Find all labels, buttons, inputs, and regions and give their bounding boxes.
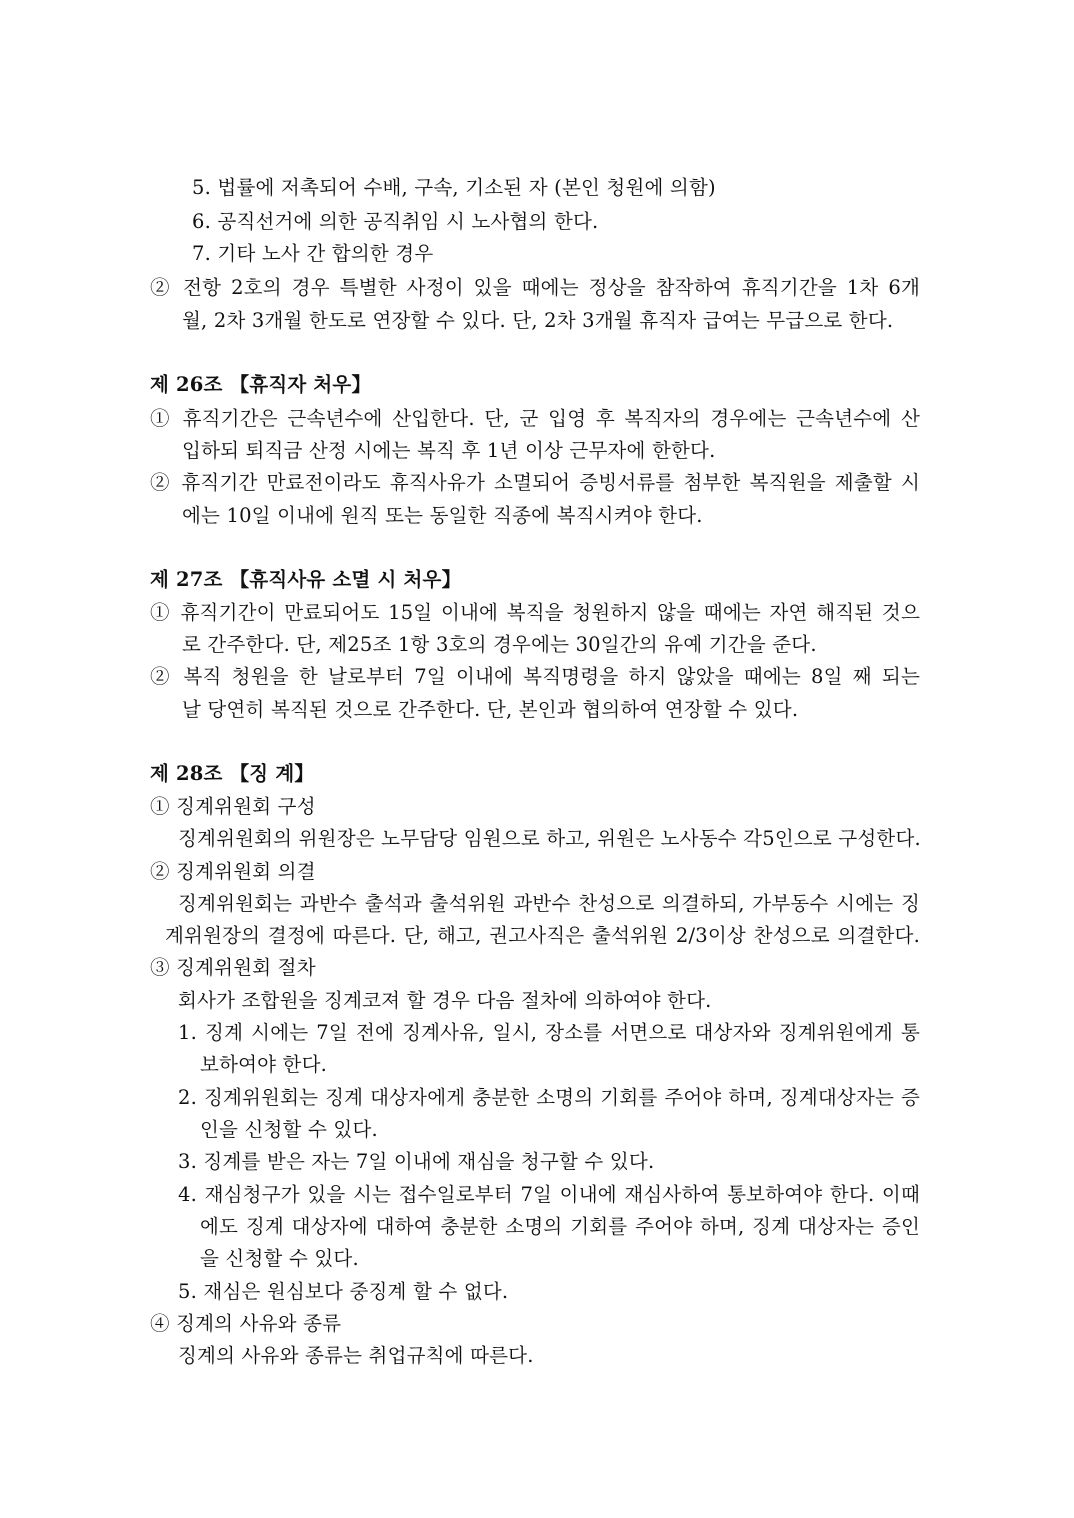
art28-section-2-title: ② 징계위원회 의결 bbox=[150, 860, 316, 883]
art27-paragraph-1-line-2: 로 간주한다. 단, 제25조 1항 3호의 경우에는 30일간의 유예 기간을 준다. bbox=[182, 633, 817, 656]
art28-section-2-line-2: 계위원장의 결정에 따른다. 단, 해고, 권고사직은 출석위원 2/3이상 찬성으로 의결한다. bbox=[165, 924, 920, 947]
list-item-5: 5. 법률에 저촉되어 수배, 구속, 기소된 자 (본인 청원에 의함) bbox=[192, 176, 716, 199]
art26-paragraph-1-line-2: 입하되 퇴직금 산정 시에는 복직 후 1년 이상 근무자에 한한다. bbox=[182, 439, 716, 462]
art26-paragraph-2-line-1: ② 휴직기간 만료전이라도 휴직사유가 소멸되어 증빙서류를 첨부한 복직원을 제출할 시 bbox=[150, 471, 920, 494]
art28-section-2-line-1: 징계위원회는 과반수 출석과 출석위원 과반수 찬성으로 의결하되, 가부동수 시에는 징 bbox=[178, 892, 920, 915]
list-item-7: 7. 기타 노사 간 합의한 경우 bbox=[192, 242, 434, 265]
procedure-item-5: 5. 재심은 원심보다 중징계 할 수 없다. bbox=[178, 1280, 509, 1303]
art28-section-4-body: 징계의 사유와 종류는 취업규칙에 따른다. bbox=[178, 1344, 534, 1367]
art27-paragraph-1-line-1: ① 휴직기간이 만료되어도 15일 이내에 복직을 청원하지 않을 때에는 자연 해직된 것으 bbox=[150, 601, 920, 624]
list-item-6: 6. 공직선거에 의한 공직취임 시 노사협의 한다. bbox=[192, 210, 599, 233]
procedure-item-2-line-1: 2. 징계위원회는 징계 대상자에게 충분한 소명의 기회를 주어야 하며, 징계대상자는 증 bbox=[178, 1086, 920, 1109]
article-27-heading: 제 27조 【휴직사유 소멸 시 처우】 bbox=[150, 568, 462, 591]
art28-section-4-title: ④ 징계의 사유와 종류 bbox=[150, 1312, 342, 1335]
procedure-item-1-line-1: 1. 징계 시에는 7일 전에 징계사유, 일시, 장소를 서면으로 대상자와 징계위원에게 통 bbox=[178, 1021, 920, 1044]
procedure-item-1-line-2: 보하여야 한다. bbox=[200, 1053, 328, 1076]
art28-section-1-body: 징계위원회의 위원장은 노무담당 임원으로 하고, 위원은 노사동수 각5인으로 구성한다. bbox=[178, 827, 921, 850]
art27-paragraph-2-line-2: 날 당연히 복직된 것으로 간주한다. 단, 본인과 협의하여 연장할 수 있다. bbox=[182, 698, 799, 721]
procedure-item-4-line-2: 에도 징계 대상자에 대하여 충분한 소명의 기회를 주어야 하며, 징계 대상자는 증인 bbox=[200, 1215, 920, 1238]
art26-paragraph-2-line-2: 에는 10일 이내에 원직 또는 동일한 직종에 복직시켜야 한다. bbox=[182, 504, 703, 527]
procedure-item-3: 3. 징계를 받은 자는 7일 이내에 재심을 청구할 수 있다. bbox=[178, 1150, 655, 1173]
art26-paragraph-1-line-1: ① 휴직기간은 근속년수에 산입한다. 단, 군 입영 후 복직자의 경우에는 근속년수에 산 bbox=[150, 407, 920, 430]
art25-paragraph-2-line-2: 월, 2차 3개월 한도로 연장할 수 있다. 단, 2차 3개월 휴직자 급여는 무급으로 한다. bbox=[182, 309, 894, 332]
procedure-item-2-line-2: 인을 신청할 수 있다. bbox=[200, 1118, 378, 1141]
art27-paragraph-2-line-1: ② 복직 청원을 한 날로부터 7일 이내에 복직명령을 하지 않았을 때에는 8일 째 되는 bbox=[150, 665, 920, 688]
procedure-item-4-line-1: 4. 재심청구가 있을 시는 접수일로부터 7일 이내에 재심사하여 통보하여야 한다. 이때 bbox=[178, 1183, 920, 1206]
article-26-heading: 제 26조 【휴직자 처우】 bbox=[150, 373, 372, 396]
art25-paragraph-2-line-1: ② 전항 2호의 경우 특별한 사정이 있을 때에는 정상을 참작하여 휴직기간을 1차 6개 bbox=[150, 276, 920, 299]
art28-section-3-title: ③ 징계위원회 절차 bbox=[150, 956, 316, 979]
procedure-item-4-line-3: 을 신청할 수 있다. bbox=[200, 1247, 359, 1270]
article-28-heading: 제 28조 【징 계】 bbox=[150, 762, 315, 785]
art28-section-3-intro: 회사가 조합원을 징계코져 할 경우 다음 절차에 의하여야 한다. bbox=[178, 989, 712, 1012]
art28-section-1-title: ① 징계위원회 구성 bbox=[150, 795, 316, 818]
